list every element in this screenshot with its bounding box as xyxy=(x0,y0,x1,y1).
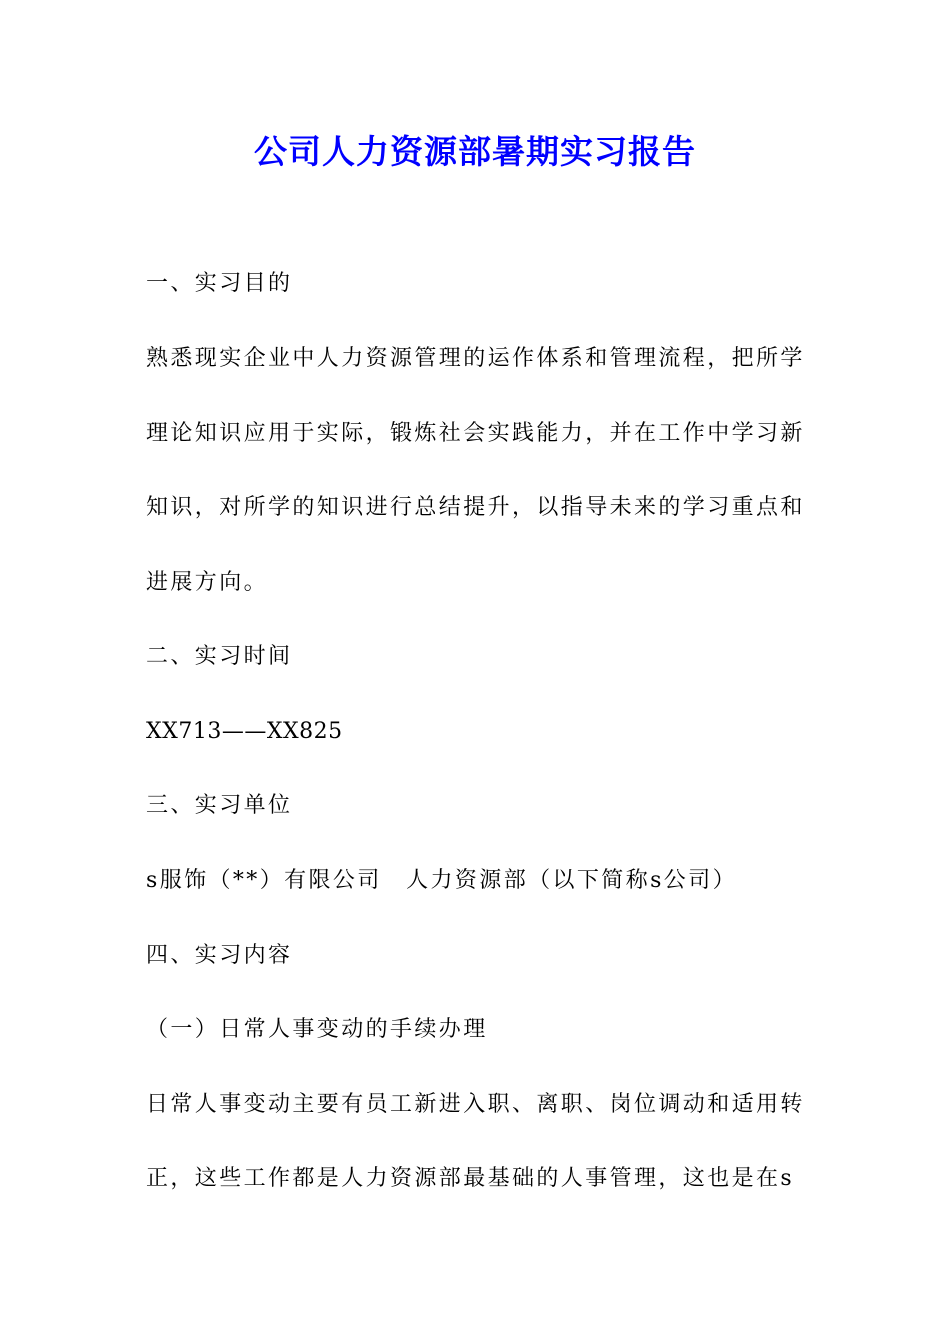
heading-unit: 三、实习单位 xyxy=(146,793,293,818)
paragraph-line: 正，这些工作都是人力资源部最基础的人事管理，这也是在s xyxy=(146,1166,795,1191)
paragraph-line: 知识，对所学的知识进行总结提升，以指导未来的学习重点和 xyxy=(146,495,805,520)
internship-period: XX713——XX825 xyxy=(146,719,343,744)
paragraph-line: 进展方向。 xyxy=(146,570,269,595)
paragraph-line: 理论知识应用于实际，锻炼社会实践能力，并在工作中学习新 xyxy=(146,421,805,446)
heading-content: 四、实习内容 xyxy=(146,943,293,968)
subheading-personnel-changes: （一）日常人事变动的手续办理 xyxy=(146,1017,488,1042)
heading-time: 二、实习时间 xyxy=(146,644,293,669)
document-title: 公司人力资源部暑期实习报告 xyxy=(254,132,696,171)
heading-purpose: 一、实习目的 xyxy=(146,271,293,296)
internship-unit: s服饰（**）有限公司 人力资源部（以下简称s公司） xyxy=(146,868,737,893)
paragraph-line: 日常人事变动主要有员工新进入职、离职、岗位调动和适用转 xyxy=(146,1092,805,1117)
paragraph-line: 熟悉现实企业中人力资源管理的运作体系和管理流程，把所学 xyxy=(146,346,805,371)
